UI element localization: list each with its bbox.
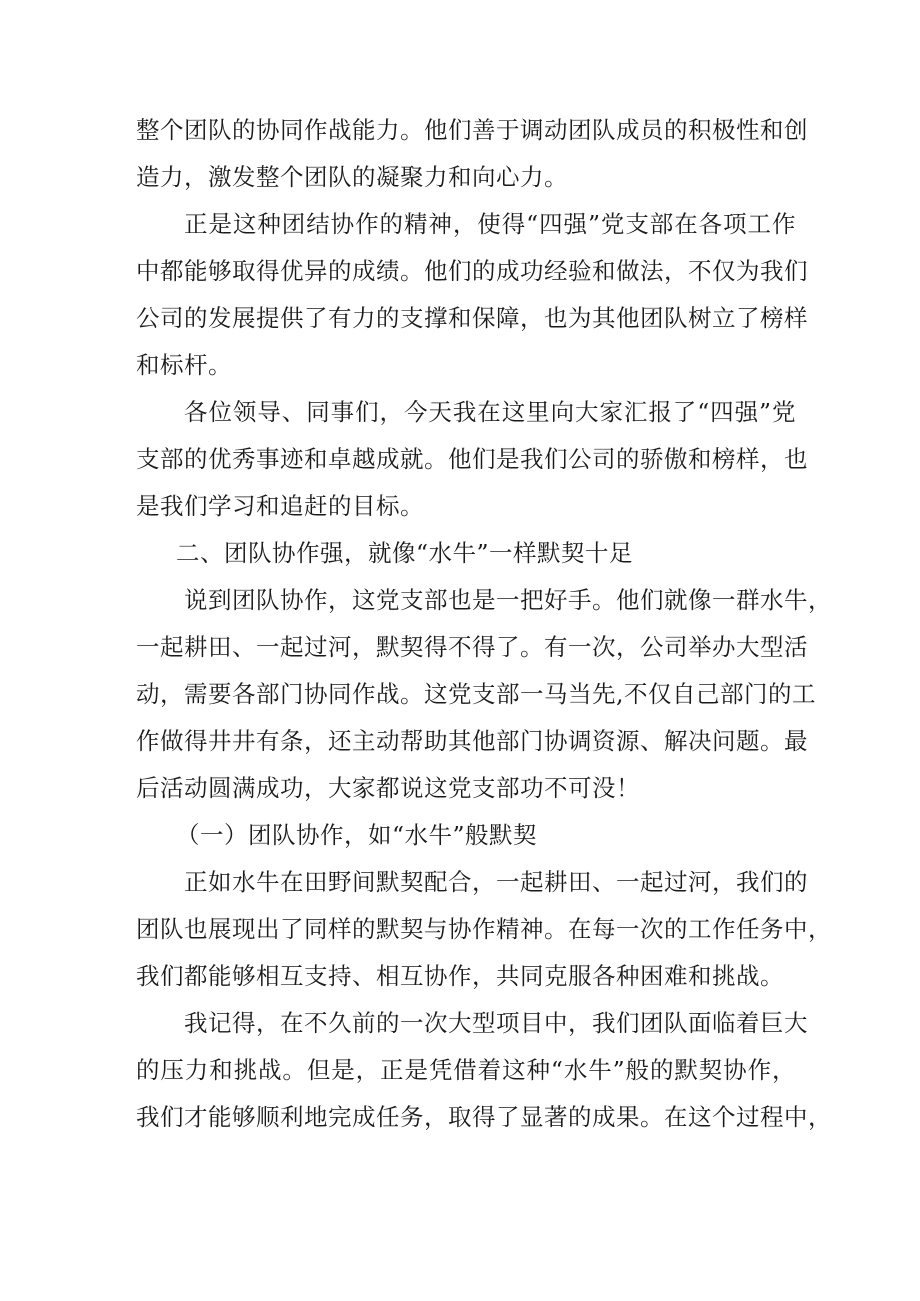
paragraph-line: 我们才能够顺利地完成任务，取得了显著的成果。在这个过程中， (136, 1103, 832, 1131)
paragraph-line: 和标杆。 (136, 351, 232, 379)
paragraph-line: 动，需要各部门协同作战。这党支部一马当先,不仅自己部门的工 (136, 680, 816, 708)
paragraph-line: 是我们学习和追赶的目标。 (136, 492, 424, 520)
paragraph-line: 各位领导、同事们，今天我在这里向大家汇报了“四强”党 (184, 398, 796, 426)
paragraph-line: 我们都能够相互支持、相互协作，共同克服各种困难和挑战。 (136, 962, 784, 990)
paragraph-line: 后活动圆满成功，大家都说这党支部功不可没！ (136, 774, 640, 802)
paragraph-line: 造力，激发整个团队的凝聚力和向心力。 (136, 163, 568, 191)
paragraph-line: 支部的优秀事迹和卓越成就。他们是我们公司的骄傲和榜样，也 (136, 445, 808, 473)
paragraph-line: 中都能够取得优异的成绩。他们的成功经验和做法，不仅为我们 (136, 257, 808, 285)
paragraph-line: 团队也展现出了同样的默契与协作精神。在每一次的工作任务中， (136, 915, 832, 943)
paragraph-line: 作做得井井有条，还主动帮助其他部门协调资源、解决问题。最 (136, 727, 808, 755)
paragraph-line: 整个团队的协同作战能力。他们善于调动团队成员的积极性和创 (136, 116, 808, 144)
subsection-heading: （一）团队协作，如“水牛”般默契 (176, 821, 538, 849)
paragraph-line: 正是这种团结协作的精神，使得“四强”党支部在各项工作 (184, 210, 796, 238)
section-heading: 二、团队协作强，就像“水牛”一样默契十足 (176, 539, 634, 567)
paragraph-line: 我记得，在不久前的一次大型项目中，我们团队面临着巨大 (184, 1009, 808, 1037)
document-page (136, 107, 832, 1141)
paragraph-line: 正如水牛在田野间默契配合，一起耕田、一起过河，我们的 (184, 868, 808, 896)
paragraph-line: 公司的发展提供了有力的支撑和保障，也为其他团队树立了榜样 (136, 304, 808, 332)
paragraph-line: 说到团队协作，这党支部也是一把好手。他们就像一群水牛， (184, 586, 832, 614)
paragraph-line: 一起耕田、一起过河，默契得不得了。有一次，公司举办大型活 (136, 633, 808, 661)
paragraph-line: 的压力和挑战。但是，正是凭借着这种“水牛”般的默契协作， (136, 1056, 796, 1084)
